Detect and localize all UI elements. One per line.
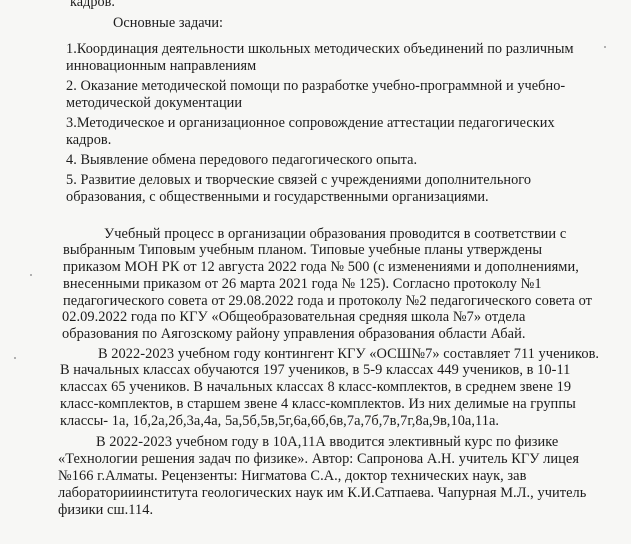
p2-line-2: В начальных классах обучаются 197 учеников, в 5-9 классах 449 учеников, в 10-11 xyxy=(60,362,571,378)
task-1-line-2: инновационным направлениям xyxy=(66,58,257,74)
task-3-line-2: кадров. xyxy=(66,132,112,148)
p2-line-1: В 2022-2023 учебном году контингент КГУ «ОСШ№7» составляет 711 учеников. xyxy=(98,346,600,362)
p3-line-2: «Технологии решения задач по физике». Автор: Сапронова А.Н. учитель КГУ лицея xyxy=(58,451,580,467)
scan-speck xyxy=(14,357,16,359)
scan-speck xyxy=(604,46,606,48)
task-2-line-2: методической документации xyxy=(66,95,243,111)
task-2-line-1: 2. Оказание методической помощи по разработке учебно-программной и учебно- xyxy=(66,78,566,94)
p3-line-5: физики сш.114. xyxy=(58,502,154,518)
p3-line-4: лабораторииинститута геологических наук им К.И.Сатпаева. Чапурная М.Л., учитель xyxy=(58,485,587,501)
p1-line-7: образования по Аягозскому району управления образования области Абай. xyxy=(62,326,526,342)
task-4-line-1: 4. Выявление обмена передового педагогического опыта. xyxy=(66,152,418,168)
p3-line-3: №166 г.Алматы. Рецензенты: Нигматова С.А., доктор технических наук, зав xyxy=(58,468,527,484)
p1-line-3: приказом МОН РК от 12 августа 2022 года № 500 (с изменениями и дополнениями, xyxy=(63,259,579,275)
p1-line-6: 02.09.2022 года по КГУ «Общеобразовательная средняя школа №7» отдела xyxy=(62,309,526,325)
task-5-line-2: образования, с общественными и государственными организациями. xyxy=(66,189,489,205)
p1-line-5: педагогического совета от 29.08.2022 года и протоколу №2 педагогического совета от xyxy=(63,293,593,309)
tasks-heading: Основные задачи: xyxy=(113,15,224,31)
scan-speck xyxy=(30,274,32,276)
p1-line-1: Учебный процесс в организации образования проводится в соответствии с xyxy=(104,226,567,242)
p2-line-4: класс-комплектов, в старшем звене 4 класс-комплектов. Из них делимые на группы xyxy=(60,396,576,412)
task-1-line-1: 1.Координация деятельности школьных методических объединений по различным xyxy=(66,41,574,57)
p1-line-4: внесенными приказом от 26 марта 2021 года № 125). Согласно протоколу №1 xyxy=(63,276,542,292)
p1-line-2: выбранным Типовым учебным планом. Типовые учебные планы утверждены xyxy=(63,242,543,258)
task-5-line-1: 5. Развитие деловых и творческие связей с учреждениями дополнительного xyxy=(66,172,532,188)
p2-line-5: классы- 1а, 1б,2а,2б,3а,4а, 5а,5б,5в,5г,6а,6б,6в,7а,7б,7в,7г,8а,9в,10а,11а. xyxy=(60,413,500,429)
task-3-line-1: 3.Методическое и организационное сопровождение аттестации педагогических xyxy=(66,115,555,131)
p2-line-3: классах 65 учеников. В начальных классах 8 класс-комплектов, в среднем звене 19 xyxy=(60,379,572,395)
p3-line-1: В 2022-2023 учебном году в 10А,11А вводится элективный курс по физике xyxy=(96,434,559,450)
top-fragment-text: кадров. xyxy=(70,0,115,10)
